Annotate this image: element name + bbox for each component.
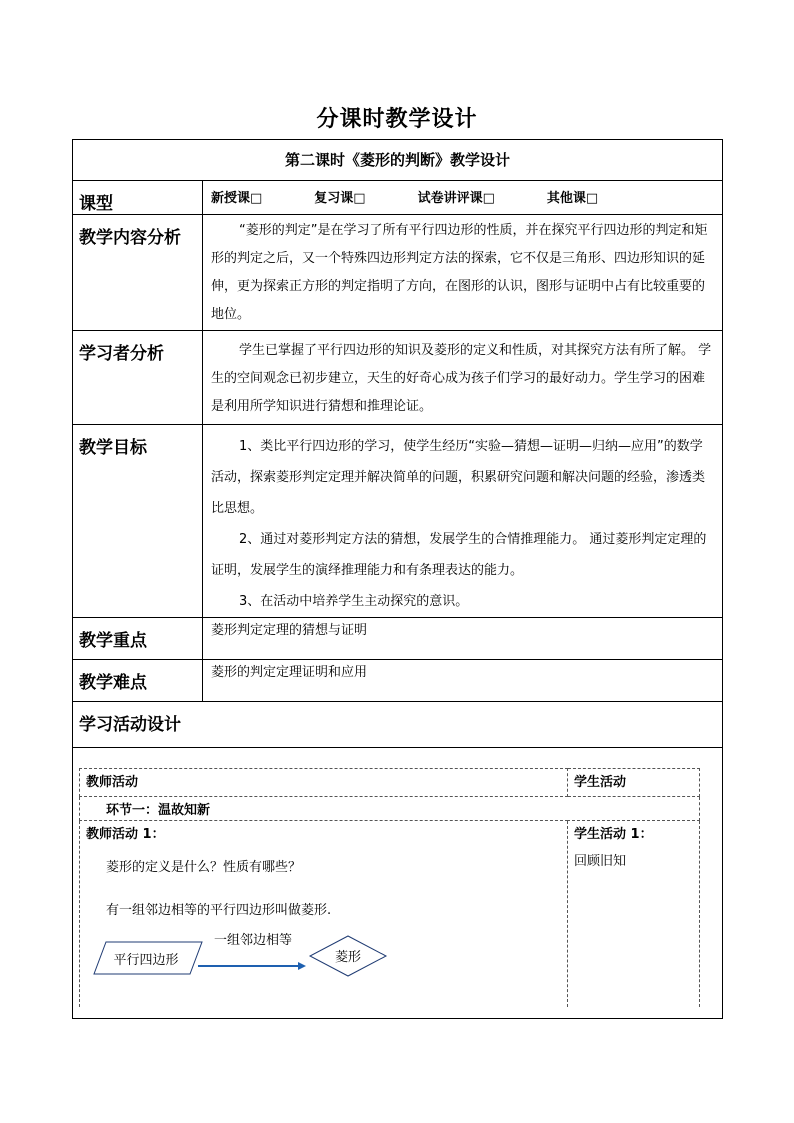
review-question: 菱形的定义是什么？性质有哪些？ (106, 860, 302, 875)
flow-diagram-svg (86, 928, 406, 988)
objectives-label: 教学目标 (73, 425, 203, 618)
lesson-title: 第二课时《菱形的判断》教学设计 (73, 140, 723, 181)
content-analysis-row (73, 215, 723, 331)
content-analysis-label: 教学内容分析 (73, 215, 203, 331)
learner-analysis-label: 学习者分析 (73, 331, 203, 425)
learner-analysis-row (73, 331, 723, 425)
key-points-row (73, 618, 723, 660)
activity-design-row (73, 702, 723, 748)
student-activity-header: 学生活动 (568, 769, 700, 797)
course-type-option-other: 其他课□ (546, 191, 599, 206)
course-type-row (73, 181, 723, 215)
course-type-option-new: 新授课□ (211, 191, 263, 206)
flow-to-label: 菱形 (334, 950, 362, 965)
objective-item: 2、通过对菱形判定方法的猜想，发展学生的合情推理能力。 通过菱形判定定理的证明，发展学生的演绎推理能力和有条理表达的能力。 (211, 532, 707, 578)
course-type-option-exam-review: 试卷讲评课□ (417, 191, 495, 206)
objective-item: 3、在活动中培养学生主动探究的意识。 (239, 594, 469, 609)
difficulties-text: 菱形的判定定理证明和应用 (211, 665, 368, 680)
arrow-right-icon (298, 962, 306, 970)
content-analysis-text: “菱形的判定”是在学习了所有平行四边形的性质，并在探究平行四边形的判定和矩形的判定之后，又一个特殊四边形判定方法的探索，它不仅是三角形、四边形知识的延伸，更为探索正方形的判定指明了方向，在图形的认识，图形与证明中占有比较重要的地位。 (211, 223, 708, 322)
course-type-options (203, 181, 723, 215)
definition-flow-diagram (86, 928, 561, 988)
student-activity-title: 学生活动 1： (574, 827, 653, 842)
teacher-activity-header: 教师活动 (80, 769, 568, 797)
student-activity-text: 回顾旧知 (574, 854, 627, 869)
section-title: 环节一：温故知新 (80, 797, 700, 821)
flow-from-label: 平行四边形 (113, 953, 179, 968)
objectives-row (73, 425, 723, 618)
learner-analysis-text: 学生已掌握了平行四边形的知识及菱形的定义和性质，对其探究方法有所了解。 学生的空间观念已初步建立，天生的好奇心成为孩子们学习的最好动力。学生学习的困难是利用所学知识进行猜想和推理论证。 (211, 343, 712, 414)
course-type-option-review: 复习课□ (314, 191, 366, 206)
lesson-design-table (72, 139, 723, 1019)
teacher-activity-title: 教师活动 1： (86, 827, 165, 842)
key-points-label: 教学重点 (73, 618, 203, 660)
key-points-text: 菱形判定定理的猜想与证明 (211, 623, 368, 638)
difficulties-row (73, 660, 723, 702)
rhombus-definition: 有一组邻边相等的平行四边形叫做菱形. (106, 903, 332, 918)
course-type-label: 课型 (73, 181, 203, 215)
document-title: 分课时教学设计 (316, 107, 478, 132)
difficulties-label: 教学难点 (73, 660, 203, 702)
activity-design-label: 学习活动设计 (73, 702, 723, 748)
lesson-title-row (73, 140, 723, 181)
activity-table-row (73, 748, 723, 1019)
flow-condition-label: 一组邻边相等 (214, 933, 293, 948)
objective-item: 1、类比平行四边形的学习，使学生经历“实验—猜想—证明—归纳—应用”的数学活动，探索菱形判定定理并解决简单的问题，积累研究问题和解决问题的经验，渗透类比思想。 (211, 439, 706, 516)
activity-table (79, 768, 700, 1007)
